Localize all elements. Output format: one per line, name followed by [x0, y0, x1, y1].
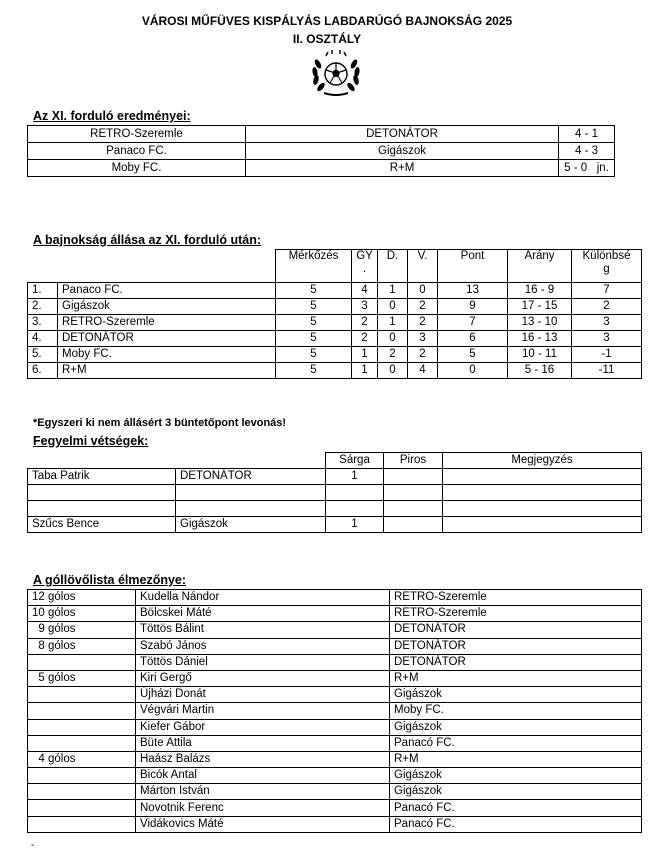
- played: 5: [276, 283, 352, 299]
- team: DETONÁTOR: [390, 654, 642, 670]
- team: Moby FC.: [58, 347, 276, 363]
- diff: 2: [572, 299, 642, 315]
- team: R+M: [390, 751, 642, 767]
- player: Szabó János: [136, 638, 390, 654]
- team: Gigászok: [390, 784, 642, 800]
- won: 3: [352, 299, 378, 315]
- standings-table: [27, 249, 642, 379]
- soccer-ball-laurel-icon: [308, 48, 364, 96]
- table-row: [28, 622, 642, 638]
- team: Panacó FC.: [390, 816, 642, 832]
- table-row: [28, 606, 642, 622]
- footer-dash: -: [31, 840, 35, 851]
- red: [384, 469, 443, 485]
- played: 5: [276, 315, 352, 331]
- ratio: 10 - 11: [508, 347, 572, 363]
- score: 5 - 0 jn.: [559, 160, 615, 177]
- home-team: Panaco FC.: [28, 143, 246, 160]
- scorers-table: [27, 589, 642, 833]
- player: Kiri Gergő: [136, 670, 390, 686]
- team: Gigászok: [390, 719, 642, 735]
- discipline-heading: Fegyelmi vétségek:: [33, 434, 149, 448]
- ratio: 13 - 10: [508, 315, 572, 331]
- col-header-drawn: D.: [378, 250, 408, 283]
- won: 2: [352, 315, 378, 331]
- results-heading: Az XI. forduló eredményei:: [33, 109, 191, 123]
- played: 5: [276, 331, 352, 347]
- won: 4: [352, 283, 378, 299]
- table-row: [28, 719, 642, 735]
- table-row: [28, 160, 615, 177]
- table-row: [28, 126, 615, 143]
- table-row: [28, 800, 642, 816]
- played: 5: [276, 363, 352, 379]
- rank: 3.: [28, 315, 58, 331]
- points: 7: [438, 315, 508, 331]
- col-header-played: Mérkőzés: [276, 250, 352, 283]
- table-row: [28, 784, 642, 800]
- player: Büte Attila: [136, 735, 390, 751]
- player: [28, 501, 176, 517]
- player: Bicók Antal: [136, 768, 390, 784]
- goals: [28, 784, 136, 800]
- player: Töttös Bálint: [136, 622, 390, 638]
- ratio: 16 - 9: [508, 283, 572, 299]
- penalty-note: *Egyszeri ki nem állásért 3 büntetőpont levonás!: [33, 417, 287, 429]
- goals: [28, 687, 136, 703]
- red: [384, 501, 443, 517]
- team: Gigászok: [390, 768, 642, 784]
- won: 2: [352, 331, 378, 347]
- comment: [443, 517, 642, 533]
- won: 1: [352, 347, 378, 363]
- away-team: DETONÁTOR: [246, 126, 559, 143]
- points: 6: [438, 331, 508, 347]
- table-row: [28, 485, 642, 501]
- goals: [28, 735, 136, 751]
- goals: [28, 800, 136, 816]
- col-header-red: Piros: [384, 453, 443, 469]
- away-team: R+M: [246, 160, 559, 177]
- table-row: [28, 469, 642, 485]
- col-header-yellow: Sárga: [326, 453, 384, 469]
- team: Gigászok: [390, 687, 642, 703]
- table-row: [28, 331, 642, 347]
- points: 13: [438, 283, 508, 299]
- goals: [28, 654, 136, 670]
- table-row: [28, 299, 642, 315]
- goals: 4 gólos: [28, 751, 136, 767]
- col-header-won: GY .: [352, 250, 378, 283]
- goals: 5 gólos: [28, 670, 136, 686]
- home-team: Moby FC.: [28, 160, 246, 177]
- lost: 2: [408, 315, 438, 331]
- drawn: 0: [378, 331, 408, 347]
- player: Novotnik Ferenc: [136, 800, 390, 816]
- player: Töttös Dániel: [136, 654, 390, 670]
- player: Kudella Nándor: [136, 590, 390, 606]
- team: Gigászok: [58, 299, 276, 315]
- score: 4 - 1: [559, 126, 615, 143]
- lost: 2: [408, 347, 438, 363]
- home-team: RETRO-Szeremle: [28, 126, 246, 143]
- lost: 4: [408, 363, 438, 379]
- team: DETONÁTOR: [390, 638, 642, 654]
- diff: -11: [572, 363, 642, 379]
- red: [384, 517, 443, 533]
- yellow: [326, 501, 384, 517]
- standings-heading: A bajnokság állása az XI. forduló után:: [33, 233, 262, 247]
- away-team: Gigászok: [246, 143, 559, 160]
- page-title: VÁROSI MŰFÜVES KISPÁLYÁS LABDARÚGÓ BAJNOKSÁG 2025: [141, 14, 513, 28]
- rank: 6.: [28, 363, 58, 379]
- col-header-comment: Megjegyzés: [443, 453, 642, 469]
- team: Moby FC.: [390, 703, 642, 719]
- player: Márton István: [136, 784, 390, 800]
- results-table: [27, 125, 615, 177]
- goals: [28, 816, 136, 832]
- player: Újházi Donát: [136, 687, 390, 703]
- diff: 3: [572, 315, 642, 331]
- player: Vidákovics Máté: [136, 816, 390, 832]
- table-row: [28, 590, 642, 606]
- team: DETONÁTOR: [390, 622, 642, 638]
- goals: 12 gólos: [28, 590, 136, 606]
- page-subtitle: II. OSZTÁLY: [292, 32, 362, 46]
- player: Haász Balázs: [136, 751, 390, 767]
- ratio: 16 - 13: [508, 331, 572, 347]
- team: R+M: [390, 670, 642, 686]
- diff: 3: [572, 331, 642, 347]
- comment: [443, 501, 642, 517]
- team: DETONÁTOR: [58, 331, 276, 347]
- col-header-diff: Különbsé g: [572, 250, 642, 283]
- team: DETONÁTOR: [176, 469, 326, 485]
- points: 9: [438, 299, 508, 315]
- table-row: [28, 687, 642, 703]
- comment: [443, 469, 642, 485]
- drawn: 1: [378, 315, 408, 331]
- goals: 10 gólos: [28, 606, 136, 622]
- team: RETRO-Szeremle: [58, 315, 276, 331]
- red: [384, 485, 443, 501]
- player: Kiefer Gábor: [136, 719, 390, 735]
- col-header-points: Pont: [438, 250, 508, 283]
- rank: 4.: [28, 331, 58, 347]
- drawn: 0: [378, 363, 408, 379]
- drawn: 0: [378, 299, 408, 315]
- rank: 1.: [28, 283, 58, 299]
- table-row: [28, 735, 642, 751]
- table-row: [28, 768, 642, 784]
- table-row: [28, 751, 642, 767]
- table-row: [28, 638, 642, 654]
- points: 5: [438, 347, 508, 363]
- rank: 2.: [28, 299, 58, 315]
- player: Végvári Martin: [136, 703, 390, 719]
- table-row: [28, 283, 642, 299]
- drawn: 2: [378, 347, 408, 363]
- col-header-lost: V.: [408, 250, 438, 283]
- lost: 0: [408, 283, 438, 299]
- lost: 3: [408, 331, 438, 347]
- played: 5: [276, 347, 352, 363]
- player: [28, 485, 176, 501]
- won: 1: [352, 363, 378, 379]
- table-row: [28, 654, 642, 670]
- table-row: [28, 143, 615, 160]
- goals: 8 gólos: [28, 638, 136, 654]
- played: 5: [276, 299, 352, 315]
- player: Taba Patrik: [28, 469, 176, 485]
- table-row: [28, 315, 642, 331]
- table-row: [28, 517, 642, 533]
- diff: -1: [572, 347, 642, 363]
- table-row: [28, 816, 642, 832]
- col-header-ratio: Arány: [508, 250, 572, 283]
- discipline-header-row: [28, 453, 642, 469]
- team: Gigászok: [176, 517, 326, 533]
- yellow: 1: [326, 469, 384, 485]
- points: 0: [438, 363, 508, 379]
- team: Panacó FC.: [390, 735, 642, 751]
- score: 4 - 3: [559, 143, 615, 160]
- team: RETRO-Szeremle: [390, 606, 642, 622]
- goals: 9 gólos: [28, 622, 136, 638]
- team: [176, 485, 326, 501]
- table-row: [28, 501, 642, 517]
- ratio: 5 - 16: [508, 363, 572, 379]
- discipline-table: [27, 452, 642, 533]
- lost: 2: [408, 299, 438, 315]
- goals: [28, 768, 136, 784]
- team: Panacó FC.: [390, 800, 642, 816]
- rank: 5.: [28, 347, 58, 363]
- player: Szűcs Bence: [28, 517, 176, 533]
- ratio: 17 - 15: [508, 299, 572, 315]
- scorers-heading: A góllövőlista élmezőnye:: [33, 573, 187, 587]
- drawn: 1: [378, 283, 408, 299]
- table-row: [28, 347, 642, 363]
- team: Panaco FC.: [58, 283, 276, 299]
- comment: [443, 485, 642, 501]
- diff: 7: [572, 283, 642, 299]
- table-row: [28, 670, 642, 686]
- goals: [28, 719, 136, 735]
- yellow: 1: [326, 517, 384, 533]
- team: [176, 501, 326, 517]
- team: R+M: [58, 363, 276, 379]
- player: Bölcskei Máté: [136, 606, 390, 622]
- goals: [28, 703, 136, 719]
- team: RETRO-Szeremle: [390, 590, 642, 606]
- table-row: [28, 703, 642, 719]
- standings-header-row: [28, 250, 642, 283]
- yellow: [326, 485, 384, 501]
- table-row: [28, 363, 642, 379]
